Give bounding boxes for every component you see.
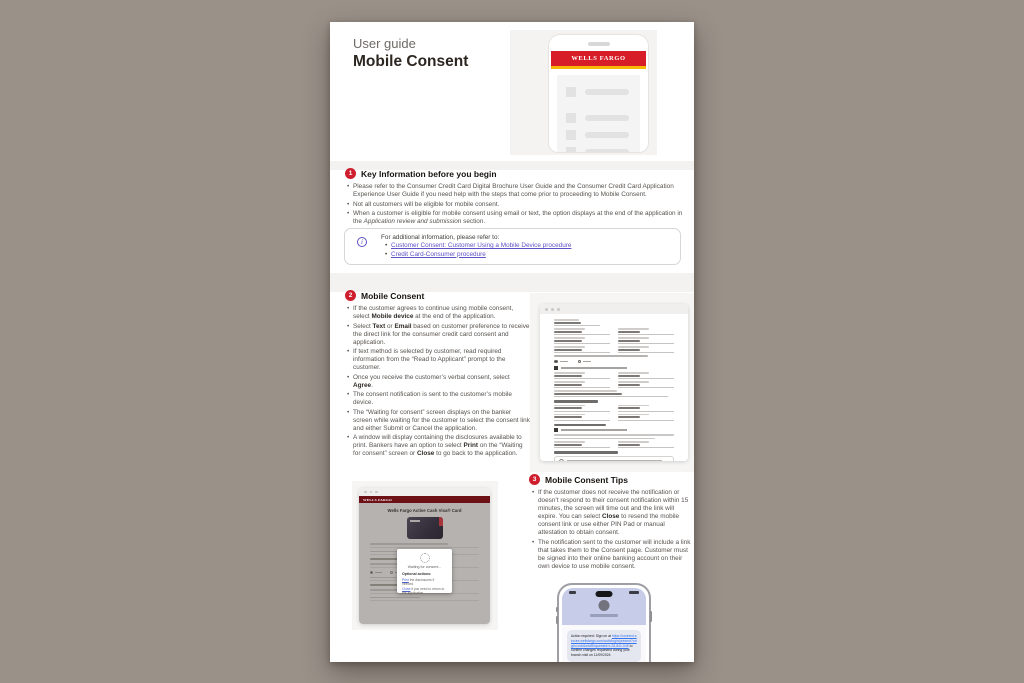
placeholder-shape bbox=[578, 360, 592, 364]
form-field-row bbox=[554, 405, 674, 412]
placeholder-shape bbox=[618, 378, 674, 379]
window-dot-icon bbox=[375, 491, 378, 494]
application-form-placeholder bbox=[540, 314, 688, 461]
loading-spinner-icon bbox=[420, 553, 430, 563]
form-field bbox=[554, 414, 610, 421]
bullet-item: • The “Waiting for consent” screen displays on the banker screen while waiting for the customer to select the consent link and either Submit or Cancel the application. bbox=[347, 409, 531, 433]
section2-bullet-list bbox=[347, 305, 531, 460]
placeholder-shape bbox=[561, 429, 627, 431]
form-field bbox=[618, 346, 674, 353]
form-field bbox=[554, 372, 610, 379]
placeholder-shape bbox=[554, 384, 582, 386]
checkbox-row bbox=[554, 428, 674, 432]
placeholder-shape bbox=[370, 547, 479, 548]
placeholder-shape bbox=[554, 387, 610, 388]
placeholder-shape bbox=[618, 372, 649, 374]
waiting-for-consent-modal bbox=[397, 549, 452, 596]
form-field-row bbox=[554, 390, 674, 397]
placeholder-shape bbox=[554, 405, 585, 407]
card-product-title: Wells Fargo Active Cash Visa® Card bbox=[387, 508, 462, 513]
placeholder-shape bbox=[554, 393, 622, 395]
procedure-link-item bbox=[385, 251, 571, 260]
placeholder-shape bbox=[618, 349, 640, 351]
placeholder-shape bbox=[554, 328, 585, 330]
bullet-item: • A window will display containing the disclosures available to print. Bankers have an option to select Print on the “Waiting for consent” screen or Close to go back to the application. bbox=[347, 434, 531, 458]
wells-fargo-banner bbox=[551, 51, 646, 66]
form-field-row bbox=[554, 441, 674, 448]
placeholder-shape bbox=[554, 319, 579, 321]
window-dot-icon bbox=[545, 308, 548, 311]
procedure-link[interactable]: Credit Card-Consumer procedure bbox=[391, 250, 486, 258]
phone-volume-button bbox=[556, 616, 558, 624]
placeholder-shape bbox=[618, 375, 640, 377]
placeholder-shape bbox=[583, 361, 591, 363]
phone-power-button bbox=[650, 611, 652, 622]
form-field bbox=[554, 346, 610, 353]
placeholder-shape bbox=[618, 387, 674, 388]
checkbox-icon bbox=[554, 428, 558, 432]
radio-selected-icon bbox=[370, 571, 373, 574]
bullet-item: • Please refer to the Consumer Credit Card Digital Brochure User Guide and the Consumer Credit Card Application Experience User Guide if you need help with the steps that come prior to proceeding to Mobile Consent. bbox=[347, 183, 683, 199]
placeholder-shape bbox=[554, 325, 600, 326]
placeholder-shape bbox=[554, 414, 585, 416]
form-field-row bbox=[554, 381, 674, 388]
phone-list-row bbox=[566, 130, 631, 140]
radio-selected-icon bbox=[554, 360, 558, 364]
placeholder-shape bbox=[560, 361, 568, 363]
form-field bbox=[618, 337, 674, 344]
placeholder-shape bbox=[561, 367, 627, 369]
placeholder-shape bbox=[554, 322, 581, 324]
browser-chrome bbox=[540, 304, 688, 314]
section1-header bbox=[345, 168, 497, 179]
placeholder-shape bbox=[554, 355, 648, 357]
doc-title: Mobile Consent bbox=[353, 53, 469, 70]
window-dot-icon bbox=[557, 308, 560, 311]
phone-list-row bbox=[566, 113, 631, 123]
status-bar-time bbox=[569, 591, 576, 594]
placeholder-shape bbox=[554, 447, 610, 448]
procedure-link-list bbox=[385, 242, 571, 259]
bullet-item: • Select Text or Email based on customer preference to receive the direct link for the consumer credit card consent and application. bbox=[347, 323, 531, 347]
wells-fargo-header-bar bbox=[359, 496, 490, 503]
credit-card-image bbox=[407, 517, 443, 539]
checkbox-icon bbox=[554, 366, 558, 370]
placeholder-shape bbox=[618, 337, 649, 339]
section2-header bbox=[345, 290, 424, 301]
placeholder-shape bbox=[554, 349, 582, 351]
placeholder-shape bbox=[618, 416, 640, 418]
bullet-item: • Not all customers will be eligible for mobile consent. bbox=[347, 201, 683, 209]
section1-title: Key Information before you begin bbox=[361, 168, 497, 179]
wells-fargo-logo: WELLS FARGO bbox=[571, 55, 626, 62]
paragraph-line bbox=[554, 438, 674, 440]
print-action-line[interactable]: Print the disclosures if needed. bbox=[402, 577, 435, 587]
info-box-intro: For additional information, please refer to: bbox=[381, 234, 500, 241]
phone-screen bbox=[562, 588, 646, 662]
placeholder-shape bbox=[554, 390, 617, 392]
placeholder-shape bbox=[370, 543, 448, 545]
placeholder-shape bbox=[554, 381, 585, 383]
phone-list-group bbox=[557, 101, 640, 153]
form-field bbox=[618, 381, 674, 388]
doc-eyebrow: User guide bbox=[353, 36, 416, 51]
sender-avatar bbox=[599, 600, 610, 611]
form-field bbox=[554, 319, 600, 326]
placeholder-shape bbox=[554, 407, 582, 409]
form-field bbox=[618, 372, 674, 379]
info-callout-box bbox=[344, 228, 681, 265]
placeholder-shape bbox=[554, 416, 582, 418]
radio-option-row bbox=[554, 359, 674, 364]
placeholder-shape bbox=[375, 572, 382, 573]
placeholder-shape bbox=[618, 381, 649, 383]
waiting-for-consent-screenshot bbox=[359, 488, 490, 624]
form-field-row bbox=[554, 319, 674, 326]
bullet-item: • If text method is selected by customer, read required information from the “Read to Applicant” prompt to the customer. bbox=[347, 348, 531, 372]
placeholder-shape bbox=[554, 337, 585, 339]
dimmed-field-row bbox=[370, 597, 479, 602]
header-phone-illustration bbox=[548, 34, 649, 153]
note-icon bbox=[559, 459, 564, 462]
bullet-item: • When a customer is eligible for mobile consent using email or text, the option displays at the end of the application in the Application review and submission section. bbox=[347, 210, 683, 226]
close-action-line[interactable]: Close if you need to return to the application. bbox=[402, 586, 445, 596]
section1-bullet-list bbox=[347, 183, 683, 228]
placeholder-shape bbox=[370, 600, 479, 601]
info-icon: i bbox=[357, 237, 367, 247]
phone-list-row bbox=[566, 87, 631, 97]
placeholder-shape bbox=[554, 352, 610, 353]
placeholder-shape bbox=[554, 411, 610, 412]
form-field-row bbox=[554, 328, 674, 335]
placeholder-shape bbox=[554, 444, 582, 446]
bullet-item: • The notification sent to the customer will include a link that takes them to the Consent page. Customer must be signed into their online banking account on their own device to use mobile consent. bbox=[532, 539, 693, 571]
window-dot-icon bbox=[364, 491, 367, 494]
placeholder-shape bbox=[554, 360, 568, 364]
form-section-heading bbox=[554, 400, 674, 403]
dimmed-field-row bbox=[370, 543, 479, 548]
form-field bbox=[618, 414, 674, 421]
form-section-heading bbox=[554, 451, 674, 454]
phone-list-row bbox=[566, 147, 631, 153]
placeholder-shape bbox=[618, 407, 640, 409]
radio-unselected-icon bbox=[578, 360, 582, 364]
placeholder-shape bbox=[618, 444, 640, 446]
bullet-item: • If the customer agrees to continue using mobile consent, select Mobile device at the end of the application. bbox=[347, 305, 531, 321]
dynamic-island bbox=[596, 591, 613, 597]
wells-fargo-logo: WELLS FARGO bbox=[363, 497, 393, 502]
window-dot-icon bbox=[370, 491, 373, 494]
sender-number-label bbox=[590, 614, 618, 617]
form-field bbox=[554, 441, 610, 448]
customer-phone-screenshot bbox=[557, 583, 651, 662]
section3-title: Mobile Consent Tips bbox=[545, 474, 628, 485]
bullet-item: • The consent notification is sent to the customer’s mobile device. bbox=[347, 391, 531, 407]
section3-bullet-list bbox=[532, 489, 693, 572]
form-field bbox=[618, 405, 674, 412]
form-field-row bbox=[554, 346, 674, 353]
section2-title: Mobile Consent bbox=[361, 290, 425, 301]
form-field bbox=[618, 441, 674, 448]
placeholder-shape bbox=[554, 343, 610, 344]
placeholder-shape bbox=[618, 420, 674, 421]
placeholder-shape bbox=[554, 346, 585, 348]
optional-actions-heading: Optional actions: bbox=[402, 572, 432, 576]
placeholder-shape bbox=[618, 384, 640, 386]
document-page bbox=[330, 22, 694, 662]
form-field-row bbox=[554, 372, 674, 379]
placeholder-shape bbox=[618, 352, 674, 353]
placeholder-shape bbox=[618, 405, 649, 407]
bullet-item: • Once you receive the customer’s verbal consent, select Agree. bbox=[347, 374, 531, 390]
inline-link[interactable]: Close bbox=[402, 586, 411, 591]
browser-chrome bbox=[359, 488, 490, 496]
placeholder-shape bbox=[618, 447, 674, 448]
form-field-row bbox=[554, 414, 674, 421]
placeholder-shape bbox=[554, 441, 585, 443]
placeholder-shape bbox=[618, 328, 649, 330]
status-bar-icons bbox=[629, 591, 639, 594]
placeholder-shape bbox=[618, 346, 649, 348]
placeholder-shape bbox=[554, 340, 582, 342]
bullet-item: • If the customer does not receive the notification or doesn’t respond to their consent notification within 15 minutes, the screen will time out and the link will expire. You can select Close to resend the mobile consent link or use either PIN Pad or manual attestation to obtain consent. bbox=[532, 489, 693, 537]
placeholder-shape bbox=[554, 375, 582, 377]
form-field bbox=[554, 328, 610, 335]
section3-number-badge: 3 bbox=[529, 474, 540, 485]
placeholder-shape bbox=[618, 441, 649, 443]
placeholder-shape bbox=[554, 372, 585, 374]
placeholder-shape bbox=[554, 331, 582, 333]
placeholder-shape bbox=[554, 438, 655, 440]
placeholder-shape bbox=[618, 414, 649, 416]
review-note-box bbox=[554, 456, 674, 462]
inline-link[interactable]: https://connect.secure.wellsfargo.com/auth/login/present?origin=cob&mfaRequested=t-26-841-045 bbox=[571, 634, 637, 648]
form-label-row bbox=[554, 355, 674, 357]
form-section-heading bbox=[554, 424, 674, 427]
placeholder-shape bbox=[618, 411, 674, 412]
phone-volume-button bbox=[556, 607, 558, 612]
placeholder-shape bbox=[554, 378, 610, 379]
placeholder-shape bbox=[618, 334, 674, 335]
form-field bbox=[554, 390, 668, 397]
placeholder-shape bbox=[554, 451, 618, 454]
procedure-link-item bbox=[385, 242, 571, 251]
placeholder-shape bbox=[618, 331, 640, 333]
form-field bbox=[554, 381, 610, 388]
form-field-row bbox=[554, 337, 674, 344]
window-dot-icon bbox=[551, 308, 554, 311]
checkbox-row bbox=[554, 366, 674, 370]
placeholder-shape bbox=[618, 343, 674, 344]
placeholder-shape bbox=[554, 396, 668, 397]
gold-stripe bbox=[551, 66, 646, 69]
section2-number-badge: 2 bbox=[345, 290, 356, 301]
placeholder-shape bbox=[618, 340, 640, 342]
waiting-status-text: Waiting for consent... bbox=[407, 565, 442, 569]
messages-header bbox=[562, 588, 646, 625]
inline-link[interactable]: Print bbox=[402, 577, 409, 582]
paragraph-line bbox=[554, 434, 674, 436]
application-form-screenshot bbox=[540, 304, 688, 461]
section1-number-badge: 1 bbox=[345, 168, 356, 179]
placeholder-shape bbox=[554, 424, 606, 427]
placeholder-shape bbox=[370, 597, 420, 599]
form-field bbox=[618, 328, 674, 335]
header-phone-panel bbox=[510, 30, 657, 155]
placeholder-shape bbox=[370, 571, 382, 574]
dimmed-application-content bbox=[359, 503, 490, 624]
placeholder-shape bbox=[554, 434, 674, 436]
sms-message-bubble[interactable]: Action required: Sign on at https://connect.secure.wellsfargo.com/auth/login/present?origin=cob&mfaRequested=t-26-841-045 to confirm changes requested during your branch visit on 11/09/2024 bbox=[567, 630, 641, 662]
radio-unselected-icon bbox=[390, 571, 393, 574]
placeholder-shape bbox=[554, 400, 598, 403]
phone-speaker-bar bbox=[588, 42, 610, 46]
form-field bbox=[554, 405, 610, 412]
placeholder-shape bbox=[554, 420, 610, 421]
placeholder-shape bbox=[554, 334, 610, 335]
procedure-link[interactable]: Customer Consent: Customer Using a Mobile Device procedure bbox=[391, 242, 572, 249]
form-field bbox=[554, 337, 610, 344]
section3-header bbox=[529, 474, 628, 485]
placeholder-shape bbox=[567, 460, 662, 461]
